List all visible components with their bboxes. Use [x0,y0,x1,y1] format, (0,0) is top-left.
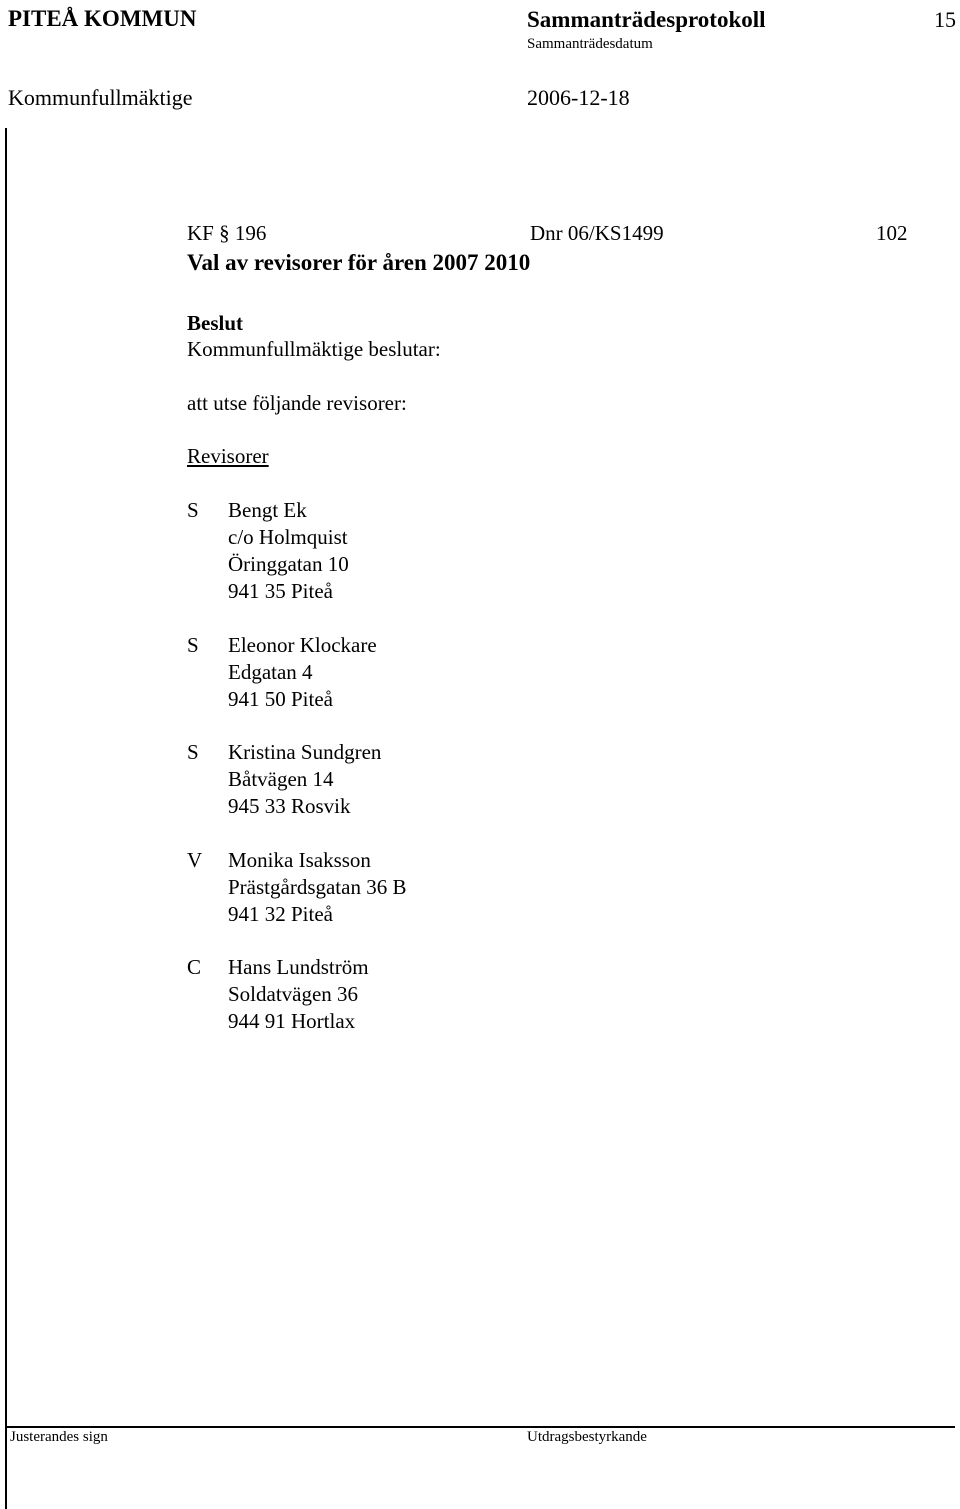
decision-heading: Beslut [187,311,244,335]
diary-number: Dnr 06/KS1499 [530,221,664,245]
address-line: Öringgatan 10 [228,552,349,576]
auditor-details [228,632,377,713]
auditor-entry [187,497,406,605]
address-line: Prästgårdsgatan 36 B [228,874,407,899]
address-line: 941 32 Piteå [228,901,333,926]
auditor-entry [187,954,406,1035]
auditor-list [187,497,406,1062]
auditor-entry [187,739,406,820]
decision-intro: Kommunfullmäktige beslutar: [187,337,441,361]
document-type: Sammanträdesprotokoll [527,7,766,32]
case-title: Val av revisorer för åren 2007 2010 [187,250,531,275]
address-line: c/o Holmquist [228,525,348,549]
municipality-name: PITEÅ KOMMUN [8,6,197,31]
address-line: 941 50 Piteå [228,686,333,711]
auditor-entry [187,847,406,928]
case-reference: 102 [876,221,908,245]
auditor-entry [187,632,406,713]
meeting-date: 2006-12-18 [527,85,630,110]
footer-left-label: Justerandes sign [10,1429,108,1445]
left-margin-line [5,128,7,1509]
auditor-details [228,847,406,928]
party-code: S [187,632,199,657]
address-line: Soldatvägen 36 [228,982,359,1006]
case-number: KF § 196 [187,221,267,245]
address-line: 941 35 Piteå [228,579,333,603]
auditor-name: Hans Lundström [228,955,369,979]
address-line: Edgatan 4 [228,659,313,684]
party-code: C [187,955,202,979]
auditor-details [228,497,349,605]
auditor-name: Eleonor Klockare [228,632,377,657]
auditor-name: Monika Isaksson [228,847,371,872]
footer-right-label: Utdragsbestyrkande [527,1429,647,1445]
page-number: 15 [934,7,956,32]
party-code: V [187,847,203,872]
auditor-name: Bengt Ek [228,498,307,522]
address-line: 945 33 Rosvik [228,794,351,818]
address-line: 944 91 Hortlax [228,1009,356,1033]
auditor-name: Kristina Sundgren [228,740,382,764]
body-name: Kommunfullmäktige [8,85,193,110]
party-code: S [187,498,199,522]
footer-divider [5,1426,955,1428]
address-line: Båtvägen 14 [228,767,334,791]
auditor-details [228,954,369,1035]
auditor-details [228,739,381,820]
party-code: S [187,740,199,764]
decision-att: att utse följande revisorer: [187,391,407,415]
date-label: Sammanträdesdatum [527,36,653,52]
section-heading: Revisorer [187,444,269,468]
